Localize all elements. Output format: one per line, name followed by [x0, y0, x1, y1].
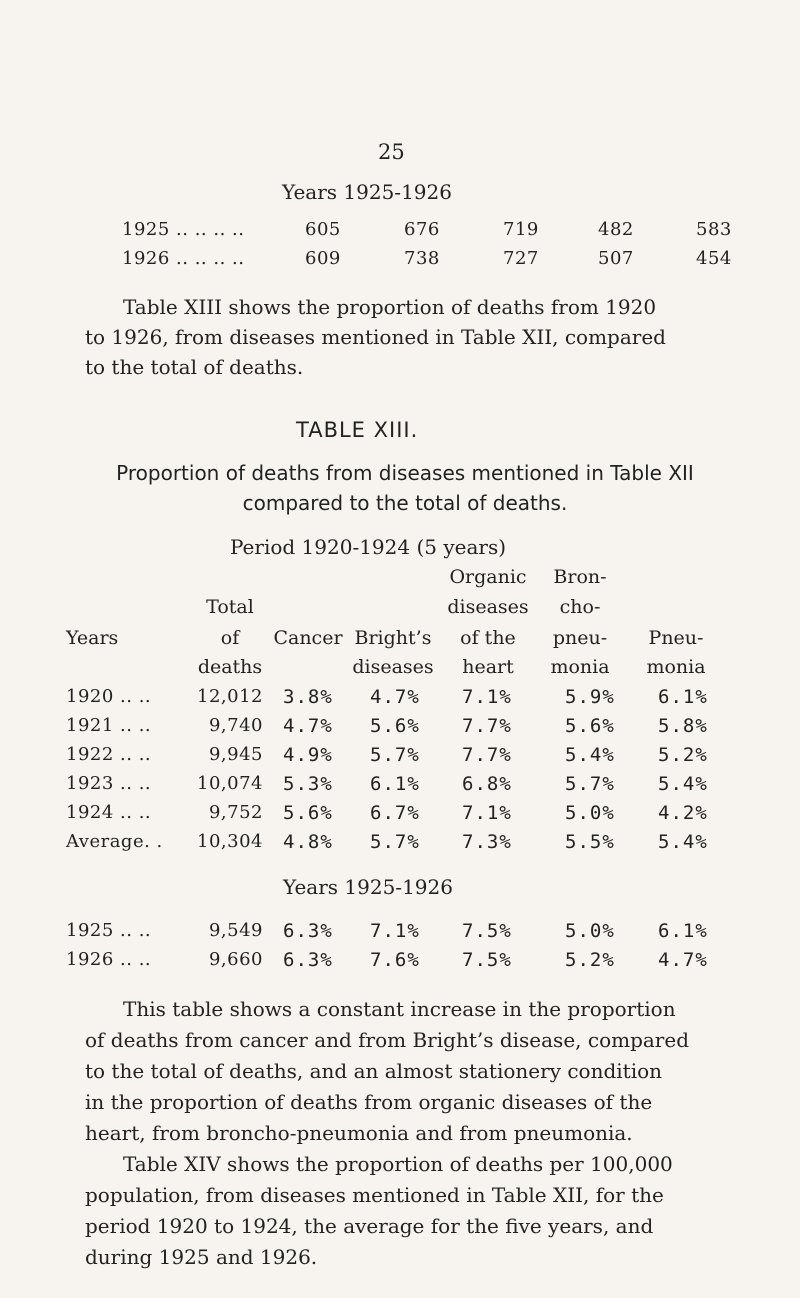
row-total: 9,945 [208, 744, 263, 765]
row-pneumonia: 4.2% [658, 802, 708, 824]
row-brights: 5.6% [370, 715, 420, 737]
row-total: 9,549 [208, 920, 263, 941]
row-organic: 7.7% [462, 715, 512, 737]
row-cancer: 4.7% [283, 715, 333, 737]
years-heading: Years 1925-1926 [283, 875, 453, 899]
row-year: 1921 .. .. [66, 715, 152, 736]
top-cell: 719 [503, 219, 539, 240]
row-total: 9,740 [208, 715, 263, 736]
header-broncho: pneu- [552, 627, 608, 649]
row-pneumonia: 4.7% [658, 949, 708, 971]
top-cell: 482 [598, 219, 634, 240]
header-pneumonia: monia [646, 656, 706, 678]
row-year: 1923 .. .. [66, 773, 152, 794]
closing-line: of deaths from cancer and from Bright’s disease, compared [85, 1028, 690, 1052]
row-organic: 7.1% [462, 686, 512, 708]
table-title: TABLE XIII. [296, 418, 419, 442]
row-year: 1922 .. .. [66, 744, 152, 765]
row-brights: 5.7% [370, 744, 420, 766]
closing-line: Table XIV shows the proportion of deaths per 100,000 [123, 1152, 673, 1176]
header-years: Years [66, 627, 119, 649]
row-year: 1925 .. .. [66, 920, 152, 941]
closing-line: heart, from broncho-pneumonia and from pneumonia. [85, 1121, 633, 1145]
closing-line: population, from diseases mentioned in Table XII, for the [85, 1183, 664, 1207]
header-total: of [220, 627, 240, 649]
row-broncho: 5.4% [565, 744, 615, 766]
top-cell: 738 [404, 248, 440, 269]
row-brights: 6.7% [370, 802, 420, 824]
top-row-year: 1925 .. .. .. .. [122, 219, 245, 240]
row-organic: 7.5% [462, 949, 512, 971]
row-cancer: 6.3% [283, 920, 333, 942]
row-cancer: 5.3% [283, 773, 333, 795]
closing-line: to the total of deaths, and an almost stationery condition [85, 1059, 663, 1083]
header-brights: diseases [352, 656, 434, 678]
intro-line: to 1926, from diseases mentioned in Table XII, compared [85, 325, 666, 349]
header-organic: Organic [449, 566, 527, 588]
row-cancer: 4.9% [283, 744, 333, 766]
row-broncho: 5.0% [565, 920, 615, 942]
header-total: deaths [197, 656, 263, 678]
page-number: 25 [378, 140, 405, 164]
row-pneumonia: 5.8% [658, 715, 708, 737]
row-broncho: 5.2% [565, 949, 615, 971]
row-year: Average. . [66, 831, 163, 852]
row-cancer: 5.6% [283, 802, 333, 824]
header-broncho: monia [550, 656, 610, 678]
top-cell: 605 [305, 219, 341, 240]
row-cancer: 4.8% [283, 831, 333, 853]
row-total: 9,660 [208, 949, 263, 970]
row-organic: 6.8% [462, 773, 512, 795]
row-broncho: 5.9% [565, 686, 615, 708]
closing-line: This table shows a constant increase in the proportion [123, 997, 676, 1021]
row-brights: 6.1% [370, 773, 420, 795]
header-pneumonia: Pneu- [648, 627, 704, 649]
header-organic: of the [460, 627, 516, 649]
table-subtitle: Proportion of deaths from diseases mentioned in Table XII [116, 461, 694, 485]
top-cell: 676 [404, 219, 440, 240]
row-organic: 7.5% [462, 920, 512, 942]
header-total: Total [206, 596, 254, 618]
row-brights: 7.1% [370, 920, 420, 942]
row-organic: 7.1% [462, 802, 512, 824]
row-pneumonia: 6.1% [658, 686, 708, 708]
row-pneumonia: 5.4% [658, 831, 708, 853]
row-broncho: 5.6% [565, 715, 615, 737]
row-broncho: 5.7% [565, 773, 615, 795]
top-row-year: 1926 .. .. .. .. [122, 248, 245, 269]
header-brights: Bright’s [354, 627, 432, 649]
top-cell: 727 [503, 248, 539, 269]
row-pneumonia: 5.4% [658, 773, 708, 795]
row-pneumonia: 6.1% [658, 920, 708, 942]
row-year: 1920 .. .. [66, 686, 152, 707]
row-brights: 4.7% [370, 686, 420, 708]
top-cell: 507 [598, 248, 634, 269]
header-broncho: cho- [559, 596, 601, 618]
period-heading: Period 1920-1924 (5 years) [230, 535, 507, 559]
top-cell: 454 [696, 248, 732, 269]
row-broncho: 5.5% [565, 831, 615, 853]
closing-line: period 1920 to 1924, the average for the five years, and [85, 1214, 654, 1238]
table-subtitle: compared to the total of deaths. [242, 491, 568, 515]
row-brights: 7.6% [370, 949, 420, 971]
closing-line: during 1925 and 1926. [85, 1245, 318, 1269]
intro-line: Table XIII shows the proportion of deaths from 1920 [123, 295, 657, 319]
row-organic: 7.3% [462, 831, 512, 853]
row-brights: 5.7% [370, 831, 420, 853]
row-year: 1924 .. .. [66, 802, 152, 823]
top-cell: 583 [696, 219, 732, 240]
row-year: 1926 .. .. [66, 949, 152, 970]
top-cell: 609 [305, 248, 341, 269]
row-total: 10,304 [197, 831, 263, 852]
row-cancer: 6.3% [283, 949, 333, 971]
intro-line: to the total of deaths. [85, 355, 304, 379]
row-total: 10,074 [197, 773, 263, 794]
row-broncho: 5.0% [565, 802, 615, 824]
top-table-heading: Years 1925-1926 [282, 180, 452, 204]
row-cancer: 3.8% [283, 686, 333, 708]
header-organic: diseases [447, 596, 529, 618]
header-cancer: Cancer [273, 627, 343, 649]
closing-line: in the proportion of deaths from organic diseases of the [85, 1090, 653, 1114]
row-total: 9,752 [208, 802, 263, 823]
row-total: 12,012 [197, 686, 263, 707]
row-pneumonia: 5.2% [658, 744, 708, 766]
row-organic: 7.7% [462, 744, 512, 766]
header-organic: heart [462, 656, 514, 678]
header-broncho: Bron- [553, 566, 607, 588]
